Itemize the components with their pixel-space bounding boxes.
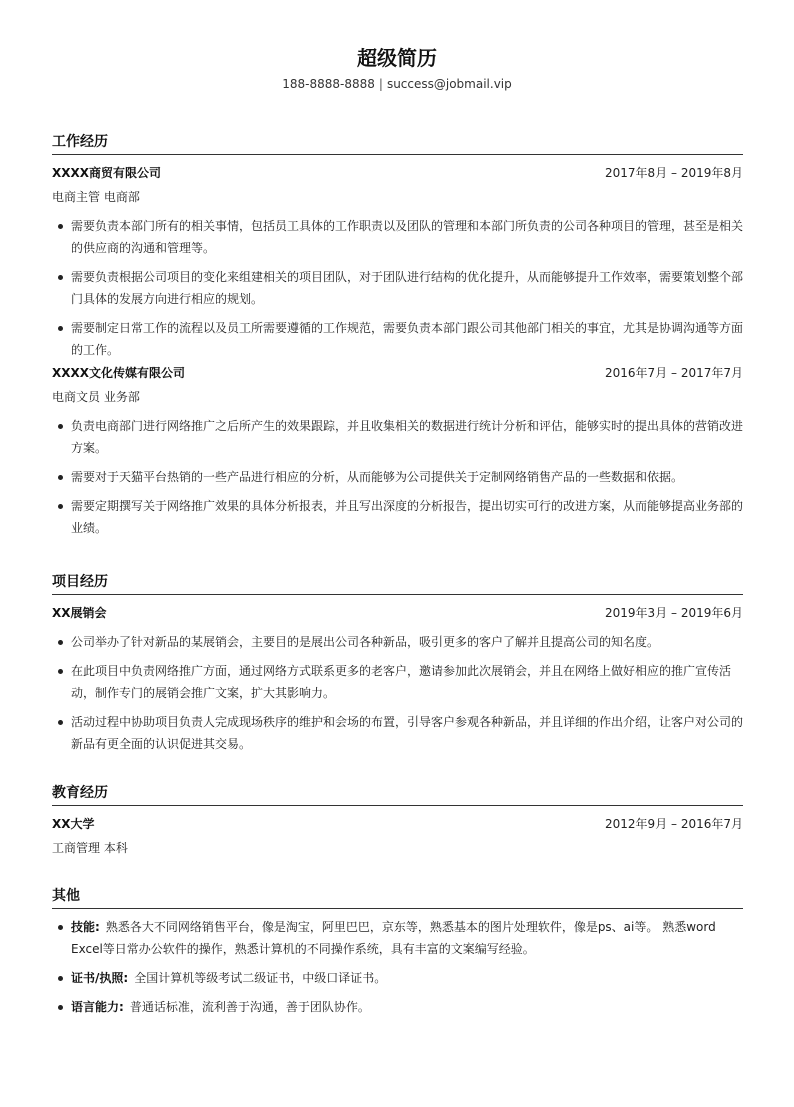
date-range: 2016年7月 – 2017年7月 (605, 366, 743, 380)
contact-separator: | (378, 77, 383, 91)
list-item: 需要制定日常工作的流程以及员工所需要遵循的工作规范，需要负责本部门跟公司其他部门相关的事宜，尤其是协调沟通等方面的工作。 (52, 317, 743, 361)
list-item: 负责电商部门进行网络推广之后所产生的效果跟踪，并且收集相关的数据进行统计分析和评估，能够实时的提出具体的营销改进方案。 (52, 415, 743, 459)
entry-header (52, 161, 743, 185)
skills-label: 技能: (71, 920, 100, 934)
project-entry (52, 601, 743, 755)
list-item-certificates (52, 967, 743, 989)
other-list (52, 916, 743, 1018)
other-section (52, 886, 743, 1025)
email-address: success@jobmail.vip (386, 77, 512, 91)
list-item-languages (52, 996, 743, 1018)
date-range: 2019年3月 – 2019年6月 (605, 606, 743, 620)
work-experience-section (52, 132, 743, 546)
company-name: XXXX商贸有限公司 (52, 166, 162, 180)
languages-text: 普通话标准，流利善于沟通，善于团队协作。 (129, 1000, 370, 1014)
date-range: 2017年8月 – 2019年8月 (605, 166, 743, 180)
duty-list (52, 415, 743, 539)
contact-line (0, 77, 794, 91)
certificates-text: 全国计算机等级考试二级证书，中级口译证书。 (134, 971, 387, 985)
section-title-work: 工作经历 (52, 132, 743, 155)
list-item: 活动过程中协助项目负责人完成现场秩序的维护和会场的布置，引导客户参观各种新品，并且详细的作出介绍，让客户对公司的新品有更全面的认识促进其交易。 (52, 711, 743, 755)
entry-header (52, 601, 743, 625)
section-title-other: 其他 (52, 886, 743, 909)
date-range: 2012年9月 – 2016年7月 (605, 817, 743, 831)
list-item: 需要负责本部门所有的相关事情，包括员工具体的工作职责以及团队的管理和本部门所负责的公司各种项目的管理，甚至是相关的供应商的沟通和管理等。 (52, 215, 743, 259)
education-section (52, 783, 743, 860)
phone-number: 188-8888-8888 (282, 77, 375, 91)
entry-header (52, 361, 743, 385)
education-entry (52, 812, 743, 860)
company-name: XXXX文化传媒有限公司 (52, 366, 186, 380)
major-degree: 工商管理 本科 (52, 841, 128, 855)
list-item-skills (52, 916, 743, 960)
certificates-label: 证书/执照: (71, 971, 129, 985)
resume-name: 超级简历 (357, 46, 437, 70)
list-item: 需要负责根据公司项目的变化来组建相关的项目团队，对于团队进行结构的优化提升，从而能够提升工作效率，需要策划整个部门具体的发展方向进行相应的规划。 (52, 266, 743, 310)
section-title-projects: 项目经历 (52, 572, 743, 595)
job-role: 电商主管 电商部 (52, 190, 140, 204)
job-role: 电商文员 业务部 (52, 390, 140, 404)
list-item: 需要对于天猫平台热销的一些产品进行相应的分析，从而能够为公司提供关于定制网络销售产品的一些数据和依据。 (52, 466, 743, 488)
project-name: XX展销会 (52, 606, 107, 620)
skills-text: 熟悉各大不同网络销售平台，像是淘宝，阿里巴巴，京东等，熟悉基本的图片处理软件，像是ps、ai等。 熟悉word Excel等日常办公软件的操作，熟悉计算机的不同操作系统，具有丰富的文案编写经验。 (71, 920, 716, 956)
duty-list (52, 215, 743, 361)
project-experience-section (52, 572, 743, 762)
school-name: XX大学 (52, 817, 95, 831)
work-entry (52, 361, 743, 539)
languages-label: 语言能力: (71, 1000, 124, 1014)
section-title-education: 教育经历 (52, 783, 743, 806)
list-item: 在此项目中负责网络推广方面，通过网络方式联系更多的老客户，邀请参加此次展销会，并且在网络上做好相应的推广宣传活动，制作专门的展销会推广文案，扩大其影响力。 (52, 660, 743, 704)
work-entry (52, 161, 743, 361)
list-item: 需要定期撰写关于网络推广效果的具体分析报表，并且写出深度的分析报告，提出切实可行的改进方案，从而能够提高业务部的业绩。 (52, 495, 743, 539)
project-duty-list (52, 631, 743, 755)
list-item: 公司举办了针对新品的某展销会，主要目的是展出公司各种新品，吸引更多的客户了解并且提高公司的知名度。 (52, 631, 743, 653)
entry-header (52, 812, 743, 836)
